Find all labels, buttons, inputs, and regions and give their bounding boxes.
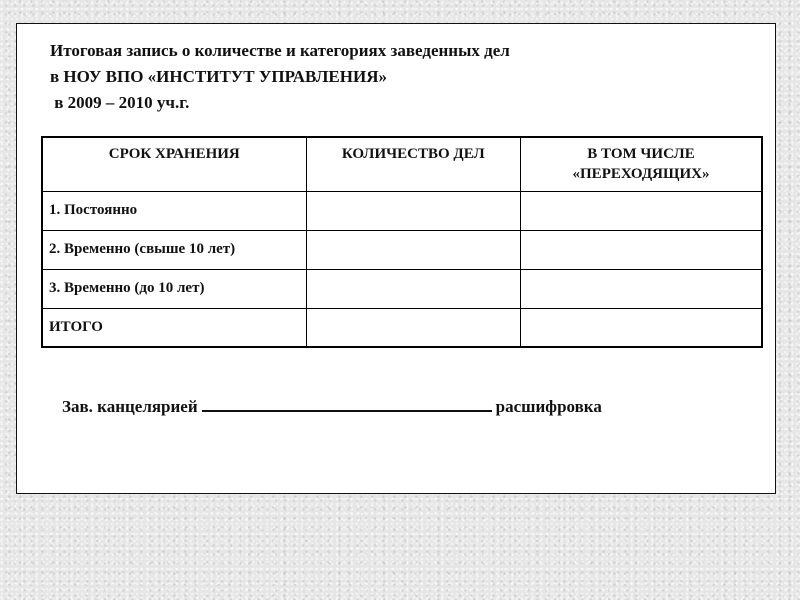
header-case-count: КОЛИЧЕСТВО ДЕЛ [306, 137, 520, 191]
row-count-cell[interactable] [306, 230, 520, 269]
records-table [41, 136, 763, 348]
document-title [50, 38, 510, 116]
signature-decoding-label: расшифровка [495, 397, 602, 416]
header-transitional-line-2: «ПЕРЕХОДЯЩИХ» [572, 166, 710, 182]
title-line-1: Итоговая запись о количестве и категориях заведенных дел [50, 41, 510, 60]
row-label-total: ИТОГО [42, 308, 306, 347]
title-line-2: в НОУ ВПО «ИНСТИТУТ УПРАВЛЕНИЯ» [50, 67, 387, 86]
header-transitional [521, 137, 763, 191]
row-label: 1. Постоянно [42, 191, 306, 230]
table-header-row [42, 137, 762, 191]
table-row [42, 191, 762, 230]
row-label: 2. Временно (свыше 10 лет) [42, 230, 306, 269]
row-transitional-cell[interactable] [521, 269, 763, 308]
row-transitional-cell[interactable] [521, 230, 763, 269]
header-storage-period: СРОК ХРАНЕНИЯ [42, 137, 306, 191]
table-row [42, 269, 762, 308]
total-count-cell[interactable] [306, 308, 520, 347]
row-count-cell[interactable] [306, 269, 520, 308]
signature-blank-field[interactable] [202, 396, 492, 412]
document-panel [16, 23, 776, 494]
table-row-total [42, 308, 762, 347]
signature-line [62, 396, 602, 417]
title-line-3: в 2009 – 2010 уч.г. [50, 93, 190, 112]
row-count-cell[interactable] [306, 191, 520, 230]
header-transitional-line-1: В ТОМ ЧИСЛЕ [587, 146, 695, 162]
row-label: 3. Временно (до 10 лет) [42, 269, 306, 308]
total-transitional-cell[interactable] [521, 308, 763, 347]
table-row [42, 230, 762, 269]
signature-role-label: Зав. канцелярией [62, 397, 198, 416]
row-transitional-cell[interactable] [521, 191, 763, 230]
